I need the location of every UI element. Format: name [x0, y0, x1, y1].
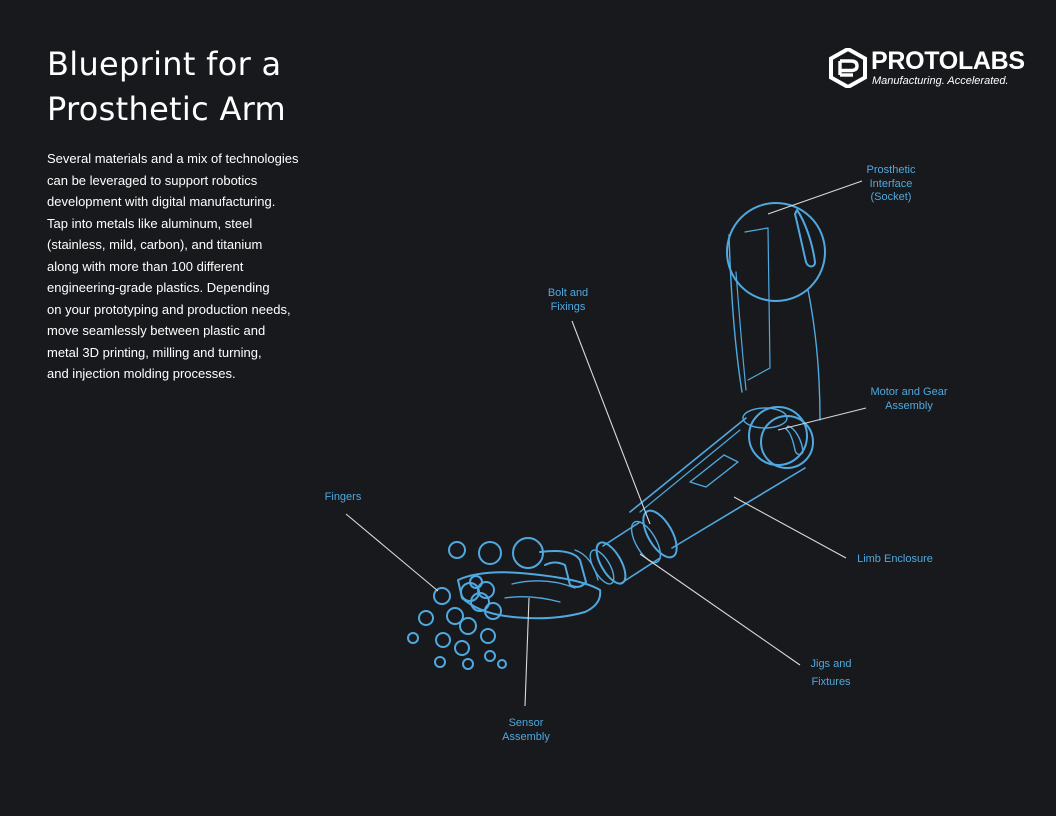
intro-line: metal 3D printing, milling and turning,	[47, 344, 262, 360]
intro-line: can be leveraged to support robotics	[47, 172, 258, 188]
callout-fingers	[318, 491, 368, 505]
title-line: Prosthetic Arm	[47, 90, 287, 128]
hand-assembly	[408, 538, 600, 669]
elbow-joint	[743, 407, 813, 468]
socket-leader-line	[768, 181, 862, 214]
callout-bolt	[534, 287, 602, 314]
thumb-tip	[449, 542, 465, 558]
callout-line: Fixings	[550, 300, 586, 313]
callout-line: Bolt and	[547, 287, 589, 299]
elbow-ring-inner	[761, 416, 813, 468]
intro-line: along with more than 100 different	[47, 258, 244, 274]
callout-line: Prosthetic	[866, 164, 916, 176]
intro-line: engineering-grade plastics. Depending	[47, 280, 270, 295]
callout-enclosure	[848, 553, 942, 567]
callout-line: Assembly	[885, 399, 933, 412]
fingers	[408, 576, 506, 669]
callout-sensor	[494, 717, 558, 744]
intro-line: and injection molding processes.	[47, 366, 236, 381]
leader-lines	[346, 181, 866, 706]
forearm-window	[690, 455, 738, 487]
title-line: Blueprint for a	[47, 45, 282, 83]
callout-jigs	[798, 655, 864, 691]
socket-ring	[727, 203, 825, 301]
callout-line: Fixtures	[811, 676, 851, 688]
enclosure-leader-line	[734, 497, 846, 558]
socket-assembly	[727, 203, 825, 420]
callout-line: Limb Enclosure	[857, 553, 933, 565]
intro-line: move seamlessly between plastic and	[47, 323, 266, 338]
callout-line: Motor and Gear	[870, 386, 948, 398]
intro-line: on your prototyping and production needs,	[47, 301, 291, 317]
bolt-leader-line	[572, 321, 650, 524]
intro-line: Several materials and a mix of technologies	[47, 151, 299, 166]
callout-line: Jigs and	[810, 658, 852, 670]
sensor-leader-line	[525, 598, 529, 706]
callout-motor	[860, 386, 958, 413]
callout-socket	[857, 164, 925, 205]
callout-line: Assembly	[502, 730, 550, 743]
intro-line: Tap into metals like aluminum, steel	[47, 215, 253, 231]
jigs-leader-line	[640, 554, 800, 665]
wrist-ring	[591, 538, 631, 588]
callout-line: Interface	[869, 177, 913, 190]
callout-line: Sensor	[508, 717, 544, 729]
fingers-leader-line	[346, 514, 438, 591]
logo-wordmark: PROTOLABS	[871, 47, 1025, 75]
intro-line: (stainless, mild, carbon), and titanium	[47, 237, 263, 252]
callout-line: (Socket)	[870, 191, 912, 203]
intro-line: development with digital manufacturing.	[47, 194, 276, 209]
callout-line: Fingers	[324, 491, 362, 503]
logo-tagline: Manufacturing. Accelerated.	[872, 75, 1009, 87]
